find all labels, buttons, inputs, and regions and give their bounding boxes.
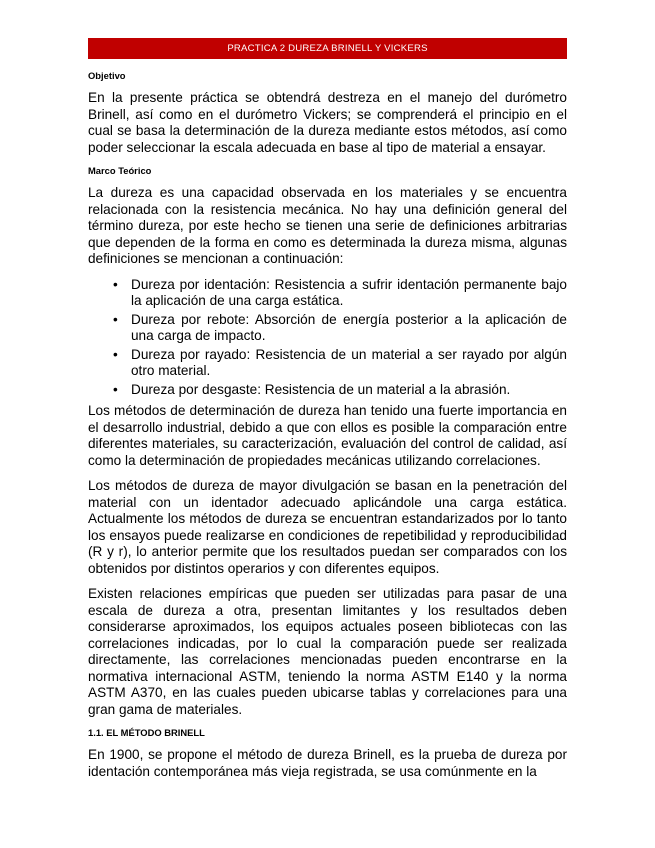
objetivo-paragraph: En la presente práctica se obtendrá destreza en el manejo del durómetro Brinell, así como en el durómetro Vickers; se comprenderá el principio en el cual se basa la determinación de la dureza mediante estos métodos, así como poder seleccionar la escala adecuada en base al tipo de material a ensayar. (88, 90, 567, 155)
list-item (88, 277, 567, 310)
hardness-definitions-list (88, 277, 567, 399)
bullet-icon: • (113, 346, 118, 362)
section-heading-marco-teorico: Marco Teórico (88, 165, 152, 176)
list-item (88, 382, 567, 399)
page-header-banner (88, 38, 567, 59)
list-item (88, 347, 567, 380)
marco-paragraph-3: Los métodos de dureza de mayor divulgación se basan en la penetración del material con un identador adecuado aplicándole una carga estática. Actualmente los métodos de dureza se encuentran estandarizados por lo tanto los ensayos puede realizarse en condiciones de repetibilidad y reproducibilidad (R y r), lo anterior permite que los resultados puedan ser comparados con los obtenidos por distintos operarios y con diferentes equipos. (88, 478, 567, 576)
marco-paragraph-4: Existen relaciones empíricas que pueden ser utilizadas para pasar de una escala de dureza a otra, presentan limitantes y los resultados deben considerarse aproximados, los equipos actuales poseen bibliotecas con las correlaciones indicadas, por lo cual la comparación puede ser realizada directamente, las correlaciones mencionadas pueden encontrarse en la normativa internacional ASTM, teniendo la norma ASTM E140 y la norma ASTM A370, en las cuales pueden ubicarse tablas y correlaciones para una gran gama de materiales. (88, 586, 567, 717)
list-item-text: Dureza por identación: Resistencia a sufrir identación permanente bajo la aplicación de una carga estática. (131, 276, 567, 308)
bullet-icon: • (113, 276, 118, 292)
brinell-paragraph: En 1900, se propone el método de dureza Brinell, es la prueba de dureza por identación contemporánea más vieja registrada, se usa comúnmente en la (88, 747, 567, 779)
list-item-text: Dureza por desgaste: Resistencia de un material a la abrasión. (131, 381, 511, 397)
bullet-icon: • (113, 381, 118, 397)
header-title: PRACTICA 2 DUREZA BRINELL Y VICKERS (227, 43, 428, 54)
marco-intro-paragraph: La dureza es una capacidad observada en los materiales y se encuentra relacionada con la resistencia mecánica. No hay una definición general del término dureza, por este hecho se tienen una serie de definiciones arbitrarias que dependen de la forma en como es determinada la dureza misma, algunas definiciones se mencionan a continuación: (88, 185, 567, 266)
section-heading-objetivo: Objetivo (88, 70, 126, 81)
list-item (88, 312, 567, 345)
list-item-text: Dureza por rayado: Resistencia de un material a ser rayado por algún otro material. (131, 346, 567, 378)
bullet-icon: • (113, 311, 118, 327)
section-heading-brinell: 1.1. EL MÉTODO BRINELL (88, 727, 205, 738)
document-body (88, 70, 567, 789)
list-item-text: Dureza por rebote: Absorción de energía posterior a la aplicación de una carga de impacto. (131, 311, 567, 343)
marco-paragraph-2: Los métodos de determinación de dureza han tenido una fuerte importancia en el desarrollo industrial, debido a que con ellos es posible la comparación entre diferentes materiales, su caracterización, evaluación del control de calidad, así como la determinación de propiedades mecánicas utilizando correlaciones. (88, 403, 567, 468)
